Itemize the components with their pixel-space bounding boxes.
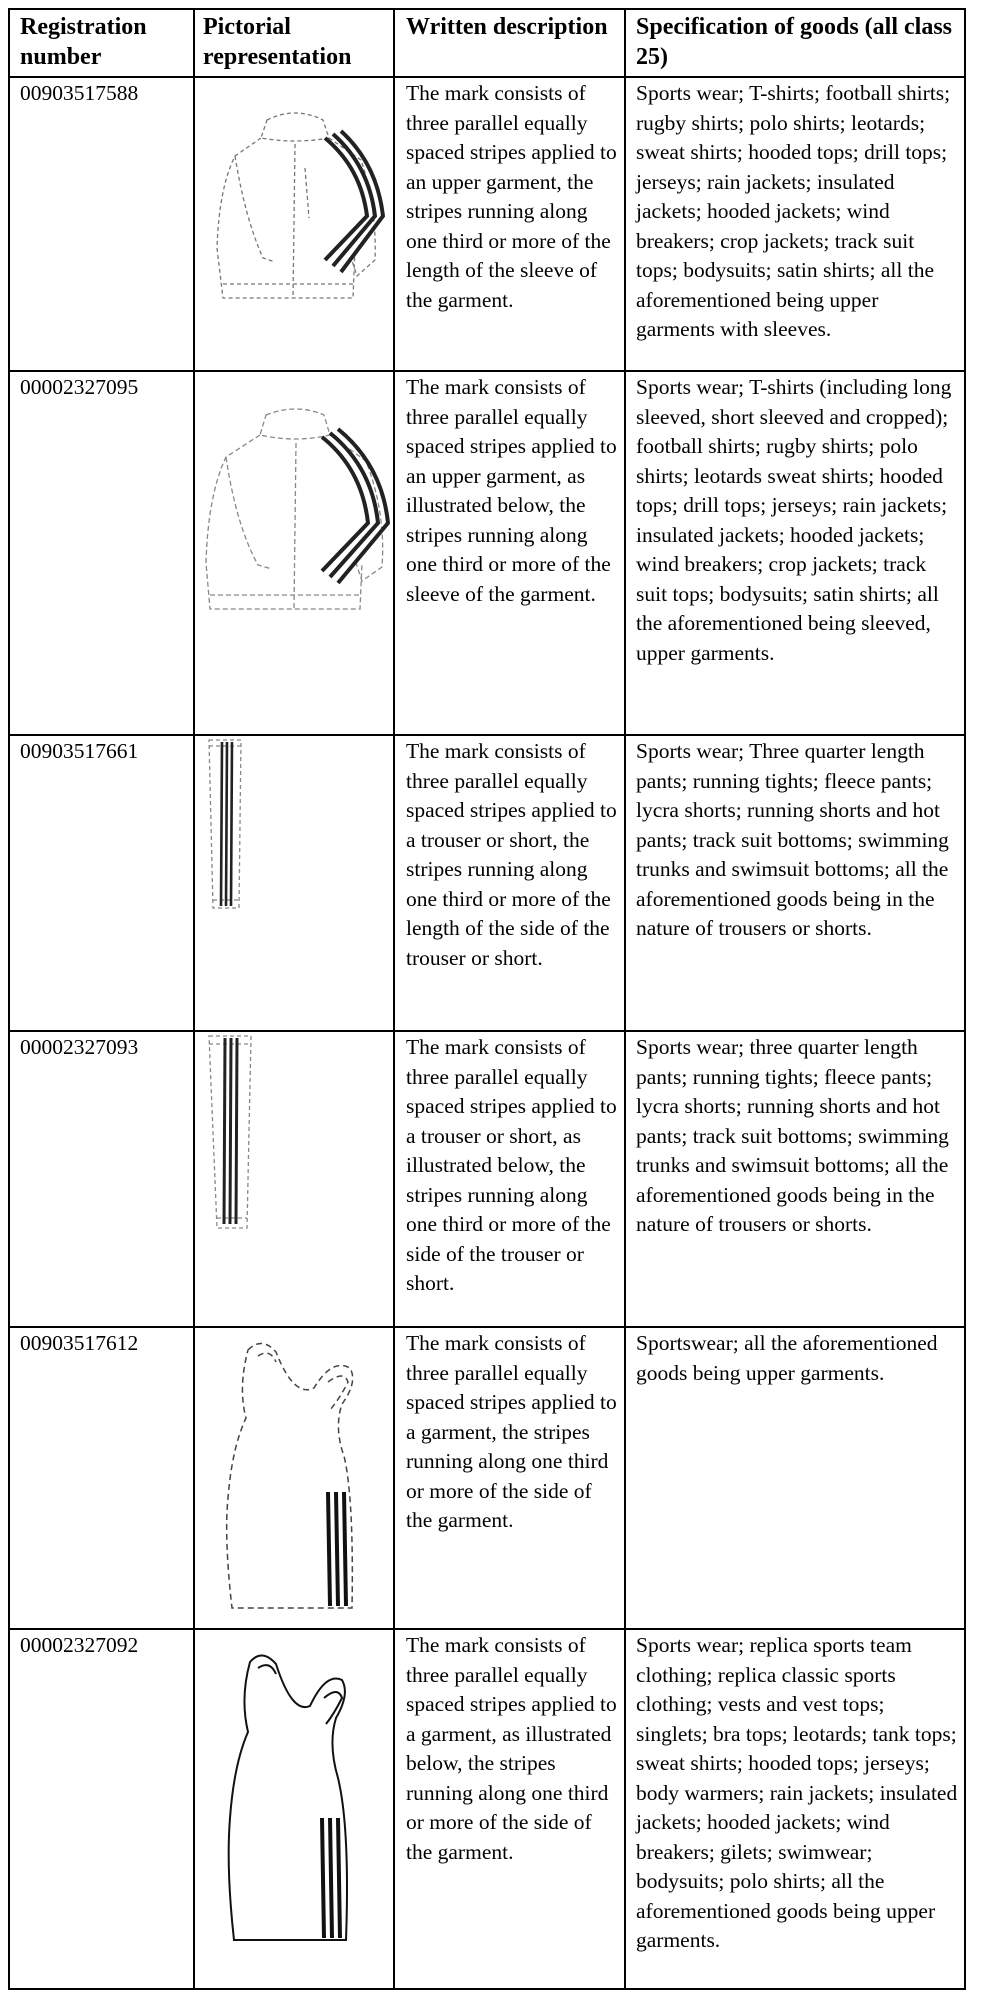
table-top-border [8,8,966,10]
header-bottom-border [8,76,966,78]
vest-stripes-image-1 [218,1338,368,1616]
jacket-drawing [205,98,385,313]
registration-number-row-1: 00903517588 [20,81,139,105]
table-right-border [964,8,966,1990]
row-5-bottom-border [8,1628,966,1630]
specification-row-4: Sports wear; three quarter length pants; running tights; fleece pants; lycra shorts; running shorts and hot pants; track suit bottoms; swimming trunks and swimsuit bottoms; all the aforementioned goods being in the nature of trousers or shorts. [636,1035,949,1236]
column-divider-3 [624,8,626,1990]
column-divider-2 [393,8,395,1990]
specification-row-5: Sportswear; all the aforementioned goods being upper garments. [636,1331,938,1385]
row-4-bottom-border [8,1326,966,1328]
trouser-drawing [205,738,245,920]
header-specification-of-goods: Specification of goods (all class 25) [636,14,952,70]
written-description-row-3: The mark consists of three parallel equally spaced stripes applied to a trouser or short, the stripes running along one third or more of the length of the side of the trouser or short. [406,739,617,970]
trouser-stripes-image-1 [205,738,245,920]
specification-row-1: Sports wear; T-shirts; football shirts; rugby shirts; polo shirts; leotards; sweat shirts; hooded tops; drill tops; jerseys; rain jackets; insulated jackets; hooded jackets; wind breakers; crop jackets; track suit tops; bodysuits; satin shirts; all the aforementioned being upper garments with sleeves. [636,81,951,341]
specification-row-6: Sports wear; replica sports team clothing; replica classic sports clothing; vests and vest tops; singlets; bra tops; leotards; tank tops; sweat shirts; hooded tops; jerseys; body warmers; rain jackets; insulated jackets; hooded jackets; wind breakers; gilets; swimwear; bodysuits; polo shirts; all the aforementioned goods being upper garments. [636,1633,958,1952]
column-divider-1 [193,8,195,1990]
header-written-description: Written description [406,14,608,40]
jacket-drawing [196,395,390,623]
specification-row-3: Sports wear; Three quarter length pants; running tights; fleece pants; lycra shorts; running shorts and hot pants; track suit bottoms; swimming trunks and swimsuit bottoms; all the aforementioned goods being in the nature of trousers or shorts. [636,739,949,940]
registration-number-row-3: 00903517661 [20,739,139,763]
header-registration-number: Registration number [20,14,147,70]
registration-number-row-5: 00903517612 [20,1331,139,1355]
header-pictorial-representation: Pictorial representation [203,14,352,70]
written-description-row-5: The mark consists of three parallel equally spaced stripes applied to a garment, the stripes running along one third or more of the side of the garment. [406,1331,617,1532]
row-2-bottom-border [8,734,966,736]
trouser-stripes-image-2 [205,1034,255,1234]
registration-number-row-4: 00002327093 [20,1035,139,1059]
trouser-drawing [205,1034,255,1234]
written-description-row-6: The mark consists of three parallel equally spaced stripes applied to a garment, as illustrated below, the stripes running along one third or more of the side of the garment. [406,1633,617,1864]
written-description-row-4: The mark consists of three parallel equally spaced stripes applied to a trouser or short, as illustrated below, the stripes running along one third or more of the side of the trouser or short. [406,1035,617,1295]
registration-number-row-6: 00002327092 [20,1633,139,1657]
written-description-row-1: The mark consists of three parallel equally spaced stripes applied to an upper garment, the stripes running along one third or more of the length of the sleeve of the garment. [406,81,617,312]
vest-stripes-image-2 [222,1648,362,1948]
jacket-stripes-image-2 [196,395,390,623]
row-3-bottom-border [8,1030,966,1032]
vest-drawing [222,1648,362,1948]
vest-drawing [218,1338,368,1616]
table-left-border [8,8,10,1990]
table-bottom-border [8,1988,966,1990]
jacket-stripes-image-1 [205,98,385,313]
row-1-bottom-border [8,370,966,372]
specification-row-2: Sports wear; T-shirts (including long sleeved, short sleeved and cropped); football shirts; rugby shirts; polo shirts; leotards sweat shirts; hooded tops; drill tops; jerseys; rain jackets; insulated jackets; hooded jackets; wind breakers; crop jackets; track suit tops; bodysuits; satin shirts; all the aforementioned being sleeved, upper garments. [636,375,952,665]
registration-number-row-2: 00002327095 [20,375,139,399]
written-description-row-2: The mark consists of three parallel equally spaced stripes applied to an upper garment, as illustrated below, the stripes running along one third or more of the sleeve of the garment. [406,375,617,606]
